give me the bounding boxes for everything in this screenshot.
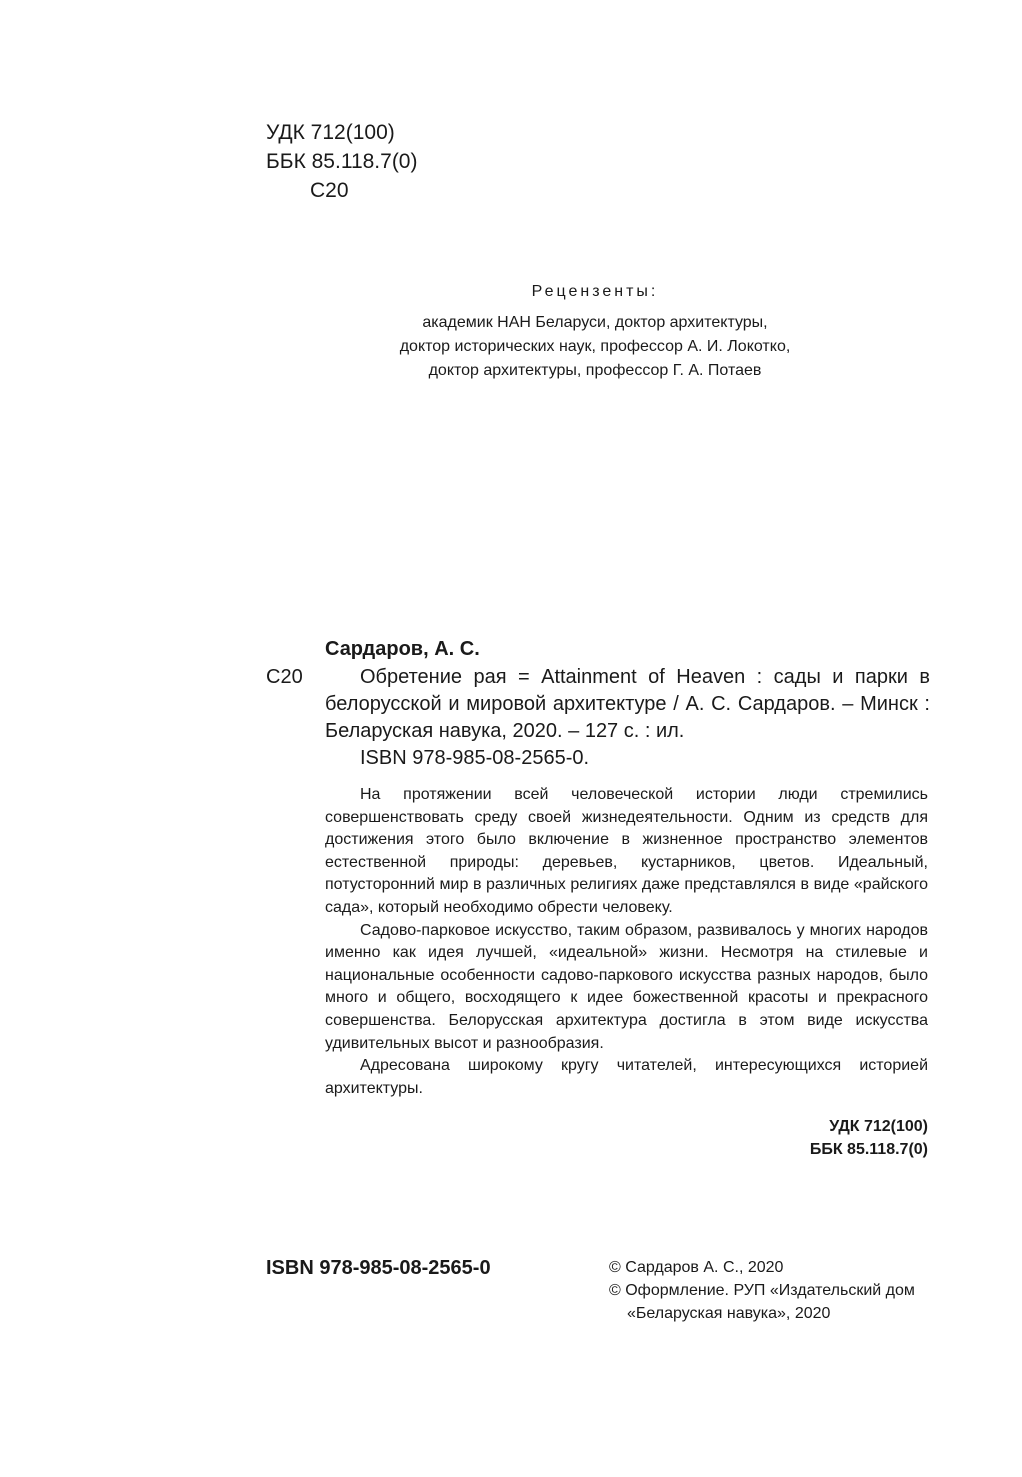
reviewers-block [350, 280, 840, 383]
annotation-paragraph: Садово-парковое искусство, таким образом, развивалось у многих народов именно как идея лучшей, «идеальной» жизни. Несмотря на стилевые и национальные особенности садово-паркового искусства разных народов, было много и общего, восходящего к идее божественной красоты и прекрасного совершенства. Белорусская архитектура достигла в этом виде искусства удивительных высот и разнообразия. [325, 921, 928, 1052]
copyright-block [609, 1256, 915, 1325]
author-sign: С20 [310, 179, 349, 202]
annotation-paragraph: Адресована широкому кругу читателей, интересующихся историей архитектуры. [325, 1057, 928, 1097]
author-heading: Сардаров, А. С. [325, 638, 480, 660]
reviewer-line: академик НАН Беларуси, доктор архитектуры, [422, 314, 768, 331]
annotation-block [325, 784, 928, 1100]
bbk-code-bottom: ББК 85.118.7(0) [809, 1141, 928, 1158]
copyright-author: © Сардаров А. С., 2020 [609, 1259, 784, 1276]
reviewer-line: доктор исторических наук, профессор А. И. Локотко, [399, 338, 791, 355]
copyright-design: © Оформление. РУП «Издательский дом [609, 1282, 915, 1299]
udk-code-bottom: УДК 712(100) [829, 1118, 928, 1135]
udk-code: УДК 712(100) [266, 121, 395, 144]
bbk-code: ББК 85.118.7(0) [266, 150, 418, 173]
copyright-design-cont: «Беларуская навука», 2020 [627, 1305, 831, 1322]
annotation-paragraph: На протяжении всей человеческой истории люди стремились совершенствовать среду своей жизнедеятельности. Одним из средств для достижения этого было включение в жизненное пространство элементов естественной природы: деревьев, кустарников, цветов. Идеальный, потусторонний мир в различных религиях даже представлялся в виде «райского сада», который необходимо обрести человеку. [325, 786, 928, 916]
classification-codes [640, 1115, 928, 1161]
reviewers-title: Рецензенты: [531, 283, 659, 300]
description-text: Обретение рая = Attainment of Heaven : сады и парки в белорусской и мировой архитектуре / А. С. Сардаров. – Минск : Беларуская навука, 2020. – 127 с. : ил. [325, 666, 930, 742]
reviewer-line: доктор архитектуры, профессор Г. А. Потаев [428, 362, 762, 379]
isbn-footer: ISBN 978-985-08-2565-0 [266, 1257, 491, 1279]
description-isbn: ISBN 978-985-08-2565-0. [360, 747, 590, 769]
bibliographic-sign: С20 [266, 666, 303, 688]
bibliographic-description [325, 664, 930, 772]
top-classification-block [266, 118, 417, 205]
